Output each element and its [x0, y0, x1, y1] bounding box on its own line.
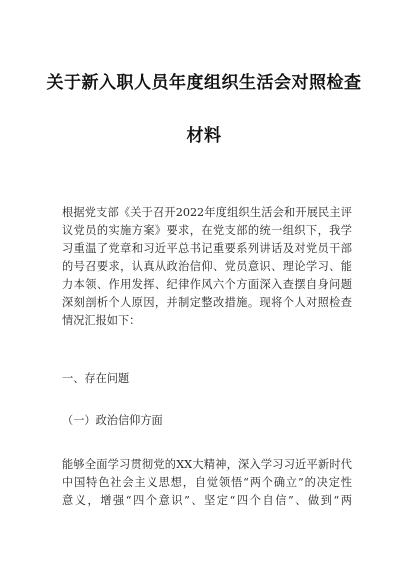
intro-paragraph-line: 情况汇报如下： [62, 314, 141, 327]
intro-paragraph-line: 深刻剖析个人原因，并制定整改措施。现将个人对照检查 [62, 296, 352, 309]
intro-paragraph-line: 的号召要求，认真从政治信仰、党员意识、理论学习、能 [62, 260, 352, 273]
subsection-heading: （一）政治信仰方面 [62, 414, 163, 427]
document-title-line-2: 材料 [186, 126, 222, 146]
intro-paragraph-line: 习重温了党章和习近平总书记重要系列讲话及对党员干部 [62, 242, 352, 255]
intro-paragraph-line: 根据党支部《关于召开2022年度组织生活会和开展民主评 [62, 206, 352, 219]
body-paragraph-line: 意义，增强“四个意识”、坚定“四个自信”、做到“两 [62, 494, 352, 507]
intro-paragraph-line: 议党员的实施方案》要求，在党支部的统一组织下，我学 [62, 224, 352, 237]
section-heading: 一、存在问题 [62, 372, 130, 385]
body-paragraph-line: 能够全面学习贯彻党的XX大精神，深入学习习近平新时代 [62, 458, 352, 471]
intro-paragraph-line: 力本领、作用发挥、纪律作风六个方面深入查摆自身问题 [62, 278, 352, 291]
body-paragraph-line: 中国特色社会主义思想，自觉领悟“两个确立”的决定性 [62, 476, 352, 489]
document-title-line-1: 关于新入职人员年度组织生活会对照检查 [46, 73, 362, 93]
